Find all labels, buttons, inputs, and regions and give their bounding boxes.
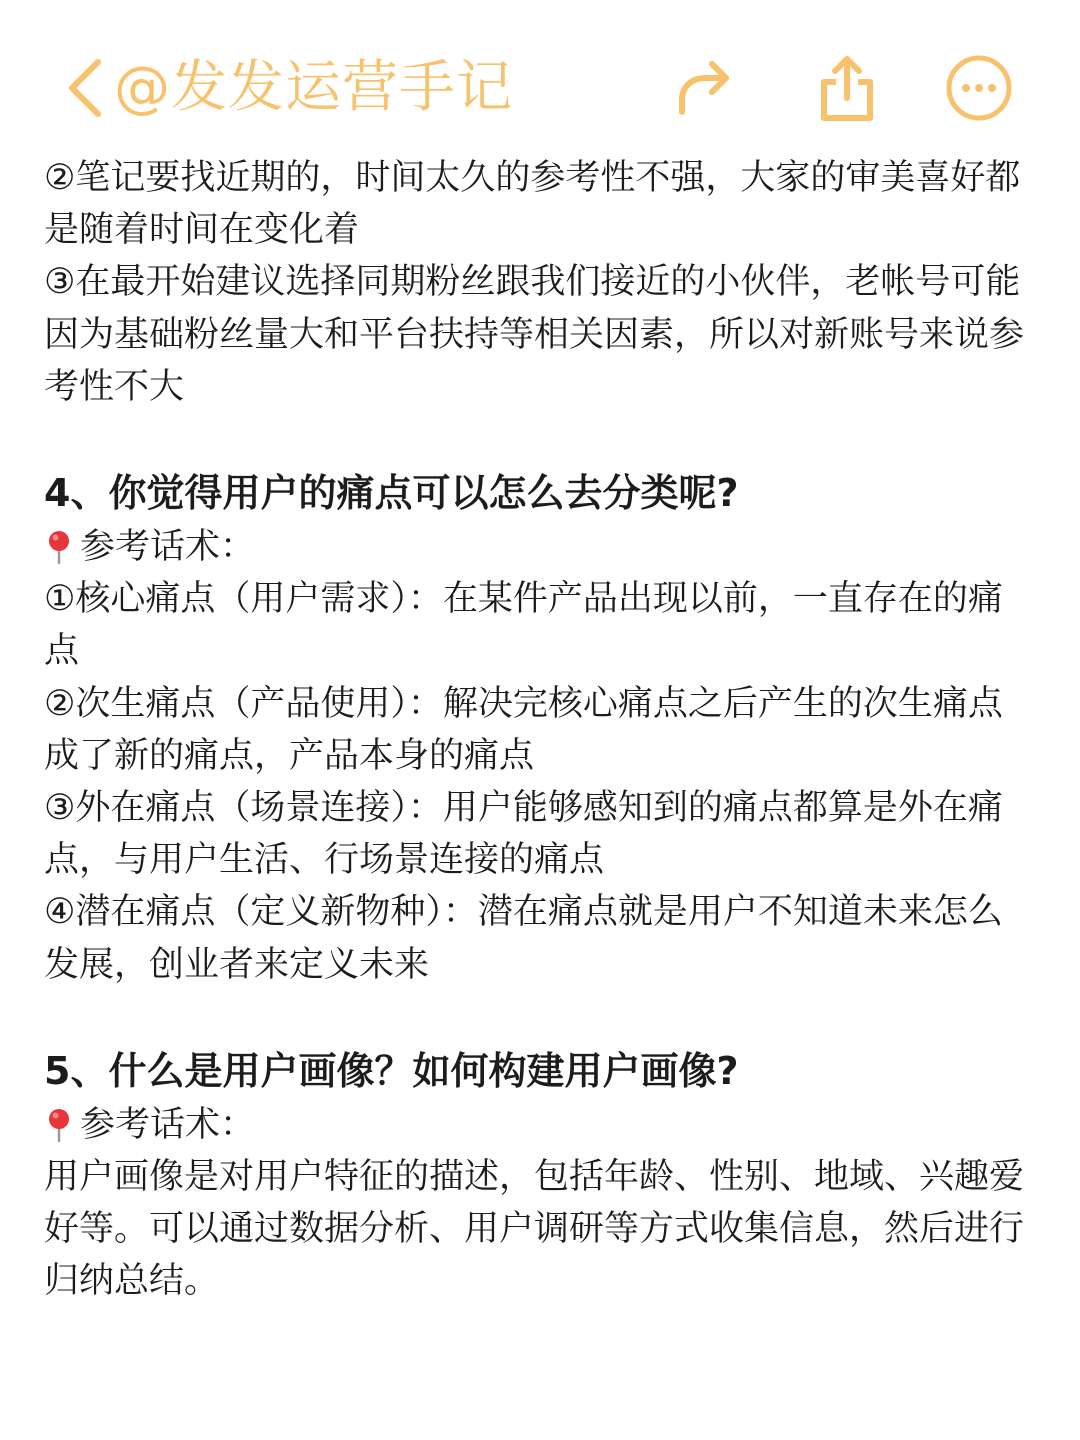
section-heading: 5、什么是用户画像？如何构建用户画像? — [44, 1048, 739, 1093]
list-item: 用户画像是对用户特征的描述，包括年龄、性别、地域、兴趣爱好等。可以通过数据分析、用户调研等方式收集信息，然后进行归纳总结。 — [44, 1157, 1025, 1302]
list-item: ②次生痛点（产品使用）：解决完核心痛点之后产生的次生痛点成了新的痛点，产品本身的痛点 — [44, 683, 1003, 776]
more-button[interactable] — [944, 52, 1014, 124]
pushpin-icon — [44, 529, 74, 565]
reference-label — [44, 521, 1034, 573]
list-item: ③外在痛点（场景连接）：用户能够感知到的痛点都算是外在痛点，与用户生活、行场景连接的痛点 — [44, 788, 1003, 881]
account-title: @发发运营手记 — [114, 55, 513, 120]
chevron-left-icon — [62, 52, 108, 124]
share-icon — [816, 54, 878, 122]
forward-button[interactable] — [666, 52, 736, 124]
intro-paragraph: ②笔记要找近期的，时间太久的参考性不强，大家的审美喜好都是随着时间在变化着 — [44, 158, 1021, 251]
pushpin-icon — [44, 1107, 74, 1143]
redo-arrow-icon — [668, 58, 734, 118]
reference-label — [44, 1099, 1034, 1151]
list-item: ①核心痛点（用户需求）：在某件产品出现以前，一直存在的痛点 — [44, 579, 1003, 672]
more-dots-icon — [945, 54, 1013, 122]
reference-label-text: 参考话术： — [80, 1104, 256, 1145]
reference-label-text: 参考话术： — [80, 527, 256, 568]
back-button[interactable] — [62, 52, 513, 124]
top-navigation-bar — [0, 0, 1080, 150]
list-item: ④潜在痛点（定义新物种）：潜在痛点就是用户不知道未来怎么发展，创业者来定义未来 — [44, 892, 1003, 985]
note-content — [44, 152, 1034, 1308]
share-button[interactable] — [812, 52, 882, 124]
intro-paragraph: ③在最开始建议选择同期粉丝跟我们接近的小伙伴，老帐号可能因为基础粉丝量大和平台扶持等相关因素，所以对新账号来说参考性不大 — [44, 262, 1025, 407]
section-heading: 4、你觉得用户的痛点可以怎么去分类呢? — [44, 471, 739, 516]
